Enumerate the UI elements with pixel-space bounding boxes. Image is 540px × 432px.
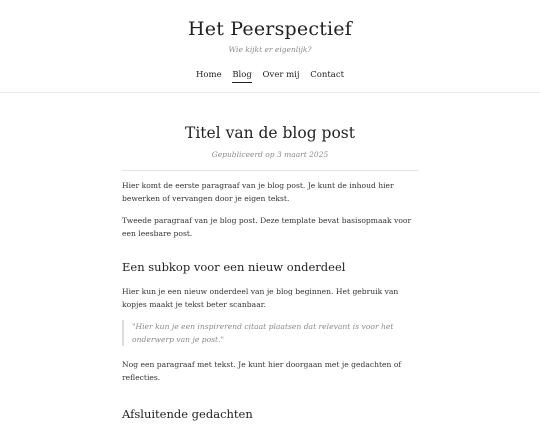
post-paragraph: Hier kun je een nieuw onderdeel van je blog beginnen. Het gebruik van kopjes maakt je tekst beter scanbaar. <box>122 287 399 309</box>
post-publish-date: Gepubliceerd op 3 maart 2025 <box>211 150 329 159</box>
site-tagline: Wie kijkt er eigenlijk? <box>228 45 312 54</box>
post-subheading: Een subkop voor een nieuw onderdeel <box>122 260 346 274</box>
main-nav <box>0 70 540 83</box>
nav-item-blog[interactable]: Blog <box>232 70 252 83</box>
post-paragraph: Hier komt de eerste paragraaf van je blog post. Je kunt de inhoud hier bewerken of vervangen door je eigen tekst. <box>122 181 394 203</box>
post-quote: "Hier kun je een inspirerend citaat plaatsen dat relevant is voor het onderwerp van je post." <box>122 320 422 346</box>
site-header <box>0 0 540 93</box>
nav-item-contact[interactable]: Contact <box>310 70 344 80</box>
nav-item-home[interactable]: Home <box>195 70 222 80</box>
post-paragraph: Tweede paragraaf van je blog post. Deze template bevat basisopmaak voor een leesbare post. <box>122 216 412 238</box>
post-title: Titel van de blog post <box>184 124 355 142</box>
nav-item-over-mij[interactable]: Over mij <box>262 70 300 80</box>
post-content <box>122 179 422 432</box>
post-subheading: Afsluitende gedachten <box>122 407 253 421</box>
site-title[interactable]: Het Peerspectief <box>188 18 352 40</box>
divider <box>122 170 418 171</box>
post-paragraph: Nog een paragraaf met tekst. Je kunt hier doorgaan met je gedachten of reflecties. <box>122 360 402 382</box>
